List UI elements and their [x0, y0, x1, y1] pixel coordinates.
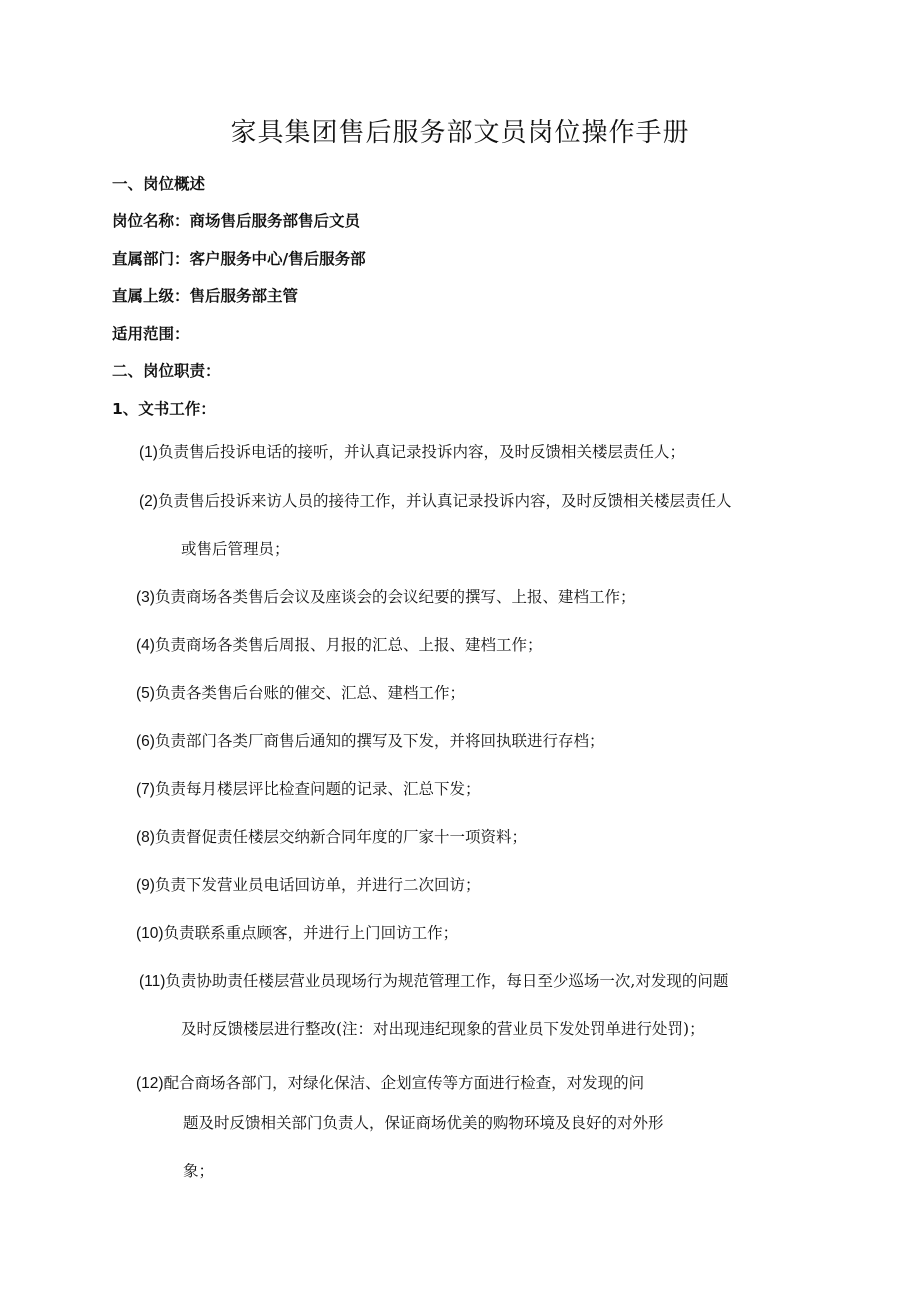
list-item: [136, 633, 542, 655]
list-item-continuation: 或售后管理员；: [181, 540, 290, 558]
post-name: 岗位名称：商场售后服务部售后文员: [112, 212, 361, 230]
subsection-heading-clerical: 1、文书工作：: [112, 400, 216, 418]
section-heading-overview: 一、岗位概述: [112, 175, 206, 193]
item-text: 负责各类售后台账的催交、汇总、建档工作；: [154, 684, 465, 702]
item-text: 配合商场各部门，对绿化保洁、企划宣传等方面进行检查，对发现的问: [163, 1074, 645, 1092]
item-number: (7): [136, 781, 155, 798]
item-text: 负责协助责任楼层营业员现场行为规范管理工作，每日至少巡场一次,对发现的问题: [165, 972, 729, 990]
list-item: [139, 969, 728, 991]
item-number: (5): [136, 685, 155, 702]
list-item: [136, 873, 480, 895]
direct-department: 直属部门：客户服务中心/售后服务部: [112, 250, 366, 268]
list-item: [136, 585, 635, 607]
direct-superior: 直属上级：售后服务部主管: [112, 287, 299, 305]
item-number: (8): [136, 829, 155, 846]
item-text: 负责售后投诉电话的接听，并认真记录投诉内容，及时反馈相关楼层责任人；: [157, 443, 685, 461]
list-item-continuation: 题及时反馈相关部门负责人，保证商场优美的购物环境及良好的对外形: [183, 1114, 664, 1132]
item-number: (11): [139, 973, 166, 990]
item-number: (4): [136, 637, 155, 654]
document-title: 家具集团售后服务部文员岗位操作手册: [230, 118, 690, 148]
list-item: [139, 489, 731, 511]
list-item: [136, 777, 480, 799]
item-text: 负责督促责任楼层交纳新合同年度的厂家十一项资料；: [154, 828, 527, 846]
list-item: [136, 825, 527, 847]
item-text: 负责部门各类厂商售后通知的撰写及下发，并将回执联进行存档；: [154, 732, 605, 750]
item-text: 负责下发营业员电话回访单，并进行二次回访；: [154, 876, 481, 894]
item-number: (2): [139, 493, 158, 510]
list-item-continuation: 及时反馈楼层进行整改(注：对出现违纪现象的营业员下发处罚单进行处罚)；: [181, 1020, 705, 1038]
item-number: (9): [136, 877, 155, 894]
list-item: [139, 440, 685, 462]
list-item: [136, 1071, 644, 1093]
item-number: (10): [136, 925, 164, 942]
item-text: 负责售后投诉来访人员的接待工作，并认真记录投诉内容，及时反馈相关楼层责任人: [157, 492, 732, 510]
list-item-continuation: 象；: [183, 1162, 215, 1180]
item-text: 负责每月楼层评比检查问题的记录、汇总下发；: [154, 780, 481, 798]
item-text: 负责联系重点顾客，并进行上门回访工作；: [163, 924, 459, 942]
scope: 适用范围：: [112, 325, 190, 343]
item-text: 负责商场各类售后会议及座谈会的会议纪要的撰写、上报、建档工作；: [154, 588, 636, 606]
list-item: [136, 921, 458, 943]
section-heading-duties: 二、岗位职责：: [112, 362, 221, 380]
item-number: (1): [139, 444, 158, 461]
list-item: [136, 729, 604, 751]
item-number: (6): [136, 733, 155, 750]
item-number: (12): [136, 1075, 164, 1092]
item-text: 负责商场各类售后周报、月报的汇总、上报、建档工作；: [154, 636, 543, 654]
item-number: (3): [136, 589, 155, 606]
list-item: [136, 681, 465, 703]
